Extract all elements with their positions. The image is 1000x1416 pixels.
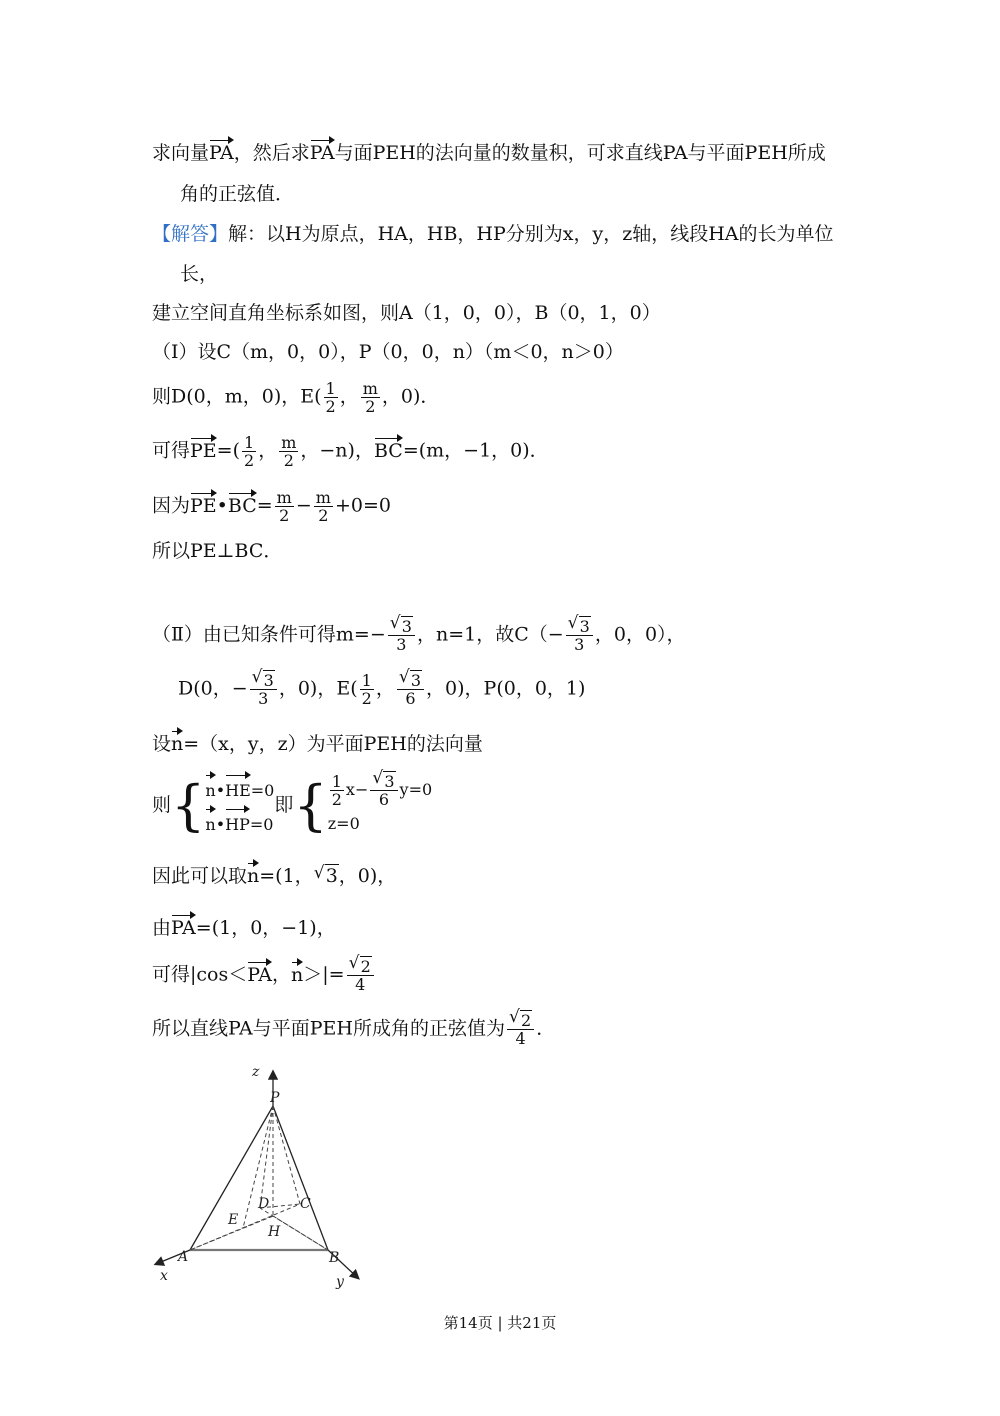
vector-n: n (205, 772, 215, 806)
text-line-2: 角的正弦值． (180, 183, 295, 205)
radicand: 3 (410, 671, 422, 690)
text-line-10: 所以PE⊥BC． (152, 540, 283, 562)
equation-row (205, 806, 274, 840)
radicand: 3 (401, 617, 412, 636)
equation-system (205, 772, 274, 840)
numerator: 1 (361, 671, 372, 690)
sqrt (390, 618, 413, 635)
text-fragment: ，−n)， (300, 439, 374, 462)
radicand: 3 (263, 671, 274, 690)
sqrt (399, 672, 422, 689)
text-line-13 (152, 728, 483, 756)
fraction (360, 672, 374, 707)
label-d: D (258, 1196, 270, 1212)
text-fragment: 则D(0，m，0)，E( (152, 385, 322, 408)
numerator: 1 (244, 433, 255, 452)
text-fragment: 设 (152, 733, 172, 755)
vector-he: HE (225, 772, 251, 806)
text-fragment: =0 (250, 781, 275, 800)
text-line-7 (152, 380, 439, 415)
fraction (314, 489, 333, 524)
edge-pb (273, 1106, 328, 1250)
page-footer: 第14页 | 共21页 (443, 1314, 557, 1332)
text-line-9 (152, 489, 391, 524)
text-fragment: ， (258, 439, 278, 462)
numerator: m (281, 433, 297, 452)
vector-pe: PE (190, 490, 217, 518)
equation-row (205, 772, 274, 806)
label-e: E (228, 1212, 239, 1228)
text-line-15 (152, 860, 396, 888)
numerator: m (276, 488, 292, 507)
hidden-edges (190, 1106, 328, 1250)
label-c: C (300, 1196, 311, 1212)
sqrt (509, 1012, 532, 1029)
denominator: 2 (325, 397, 336, 416)
label-z: z (252, 1064, 260, 1080)
text-fragment: =( (216, 439, 241, 462)
text-fragment: 解：以H为原点，HA，HB，HP分别为x，y，z轴，线段HA的长为单位 (228, 223, 834, 245)
dot-operator: • (215, 781, 226, 800)
label-h: H (268, 1224, 281, 1240)
sqrt (568, 618, 591, 635)
text-fragment: − (295, 494, 312, 517)
radicand: 3 (325, 865, 338, 887)
denominator: 2 (331, 789, 342, 809)
text-fragment: x− (345, 779, 369, 799)
text-fragment: ， (375, 677, 395, 700)
text-line-6: （Ⅰ）设C（m，0，0），P（0，0，n）（m＜0，n＞0） (152, 341, 624, 363)
left-brace: { (171, 774, 206, 837)
label-b: B (329, 1250, 340, 1266)
text-fragment: ． (536, 1017, 556, 1040)
label-p: P (270, 1090, 280, 1106)
text-line-18 (152, 1012, 555, 1047)
text-fragment: +0=0 (334, 494, 391, 517)
numerator: 1 (331, 771, 342, 791)
vector-pa: PA (310, 137, 335, 165)
fraction (324, 380, 338, 415)
numerator: m (362, 379, 378, 398)
fraction (507, 1012, 534, 1047)
radicand: 3 (384, 771, 395, 791)
text-line-14 (152, 772, 432, 840)
text-fragment: ， (339, 385, 359, 408)
vector-pa: PA (171, 912, 196, 940)
text-fragment: （Ⅱ）由已知条件可得m=− (152, 623, 386, 646)
text-line-4: 长， (180, 263, 219, 285)
vector-pa: PA (209, 137, 234, 165)
text-fragment: = (256, 494, 273, 517)
text-fragment: ，然后求 (233, 142, 310, 164)
text-fragment: 可得 (152, 439, 191, 462)
vector-n: n (247, 860, 259, 888)
fraction (279, 434, 298, 469)
denominator: 2 (318, 506, 329, 525)
label-x: x (160, 1268, 168, 1284)
text-fragment: =(1， (259, 865, 314, 887)
vector-n: n (205, 806, 215, 840)
text-fragment: 即 (274, 794, 294, 816)
text-fragment: 因此可以取 (152, 865, 248, 887)
equation-system (328, 773, 432, 840)
text-fragment: 所以直线PA与平面PEH所成角的正弦值为 (152, 1017, 505, 1040)
fraction (347, 958, 374, 993)
numerator: m (315, 488, 331, 507)
equation-row (328, 773, 432, 808)
text-fragment: 求向量 (152, 142, 210, 164)
text-fragment: ，0)，P(0，0，1) (426, 677, 586, 700)
text-line-11 (152, 618, 686, 653)
text-line-17 (152, 958, 376, 993)
text-fragment: ， (272, 963, 292, 986)
text-fragment: ＞|= (303, 963, 345, 986)
vector-bc: BC (228, 490, 257, 518)
radicand: 2 (521, 1011, 532, 1030)
text-fragment: ，n=1，故C（− (416, 623, 564, 646)
text-fragment: =（x，y，z）为平面PEH的法向量 (183, 733, 483, 755)
answer-tag: 【解答】 (152, 223, 229, 245)
fraction (388, 618, 415, 653)
pyramid-figure (148, 1058, 368, 1290)
denominator: 2 (361, 689, 372, 708)
denominator: 6 (405, 689, 416, 708)
text-fragment: 由 (152, 917, 172, 939)
denominator: 2 (244, 451, 255, 470)
denominator: 4 (355, 975, 366, 994)
text-line-8 (152, 434, 549, 469)
radicand: 3 (579, 617, 590, 636)
text-fragment: ，0，0）， (594, 623, 686, 646)
text-line-1 (152, 137, 826, 165)
fraction (242, 434, 256, 469)
text-line-3 (152, 222, 834, 246)
sqrt (349, 958, 372, 975)
label-a: A (178, 1249, 189, 1265)
denominator: 2 (283, 451, 294, 470)
text-line-5: 建立空间直角坐标系如图，则A（1，0，0），B（0，1，0） (152, 302, 661, 324)
text-fragment: =(1，0，−1)， (195, 917, 336, 939)
fraction (330, 773, 344, 808)
fraction (566, 618, 593, 653)
fraction (250, 672, 277, 707)
numerator: 1 (325, 379, 336, 398)
text-fragment: 可得|cos＜ (152, 963, 248, 986)
vector-pe: PE (190, 435, 217, 463)
text-fragment: ，0)． (381, 385, 440, 408)
radicand: 2 (360, 957, 371, 976)
text-fragment: 与面PEH的法向量的数量积，可求直线PA与平面PEH所成 (334, 142, 826, 164)
equation-row: z=0 (327, 813, 360, 833)
fraction (370, 773, 397, 808)
label-y: y (336, 1274, 344, 1290)
text-line-12 (178, 672, 585, 707)
denominator: 2 (279, 506, 290, 525)
text-fragment: ，0)，E( (278, 677, 358, 700)
sqrt (252, 672, 275, 689)
denominator: 4 (515, 1029, 526, 1048)
text-fragment: y=0 (399, 779, 433, 799)
text-fragment: ，0)， (338, 865, 397, 887)
fraction (275, 489, 294, 524)
dot-operator: • (216, 494, 228, 517)
text-fragment: 则 (152, 794, 172, 816)
text-line-16 (152, 912, 336, 940)
fraction (397, 672, 424, 707)
sqrt (314, 864, 339, 888)
text-fragment: D(0，− (178, 677, 248, 700)
dot-operator: • (215, 815, 226, 834)
text-fragment: 因为 (152, 494, 191, 517)
denominator: 6 (378, 789, 390, 809)
vector-n: n (171, 728, 183, 756)
denominator: 3 (258, 689, 269, 708)
text-fragment: =0 (249, 815, 274, 834)
fraction (361, 380, 380, 415)
left-brace: { (293, 774, 328, 837)
edge-pa (190, 1106, 273, 1250)
sqrt (372, 773, 395, 790)
vector-n: n (291, 959, 303, 987)
denominator: 2 (365, 397, 376, 416)
denominator: 3 (574, 635, 585, 654)
vector-hp: HP (225, 806, 250, 840)
text-fragment: =(m，−1，0)． (402, 439, 549, 462)
vector-bc: BC (374, 435, 403, 463)
vector-pa: PA (247, 959, 272, 987)
denominator: 3 (396, 635, 407, 654)
